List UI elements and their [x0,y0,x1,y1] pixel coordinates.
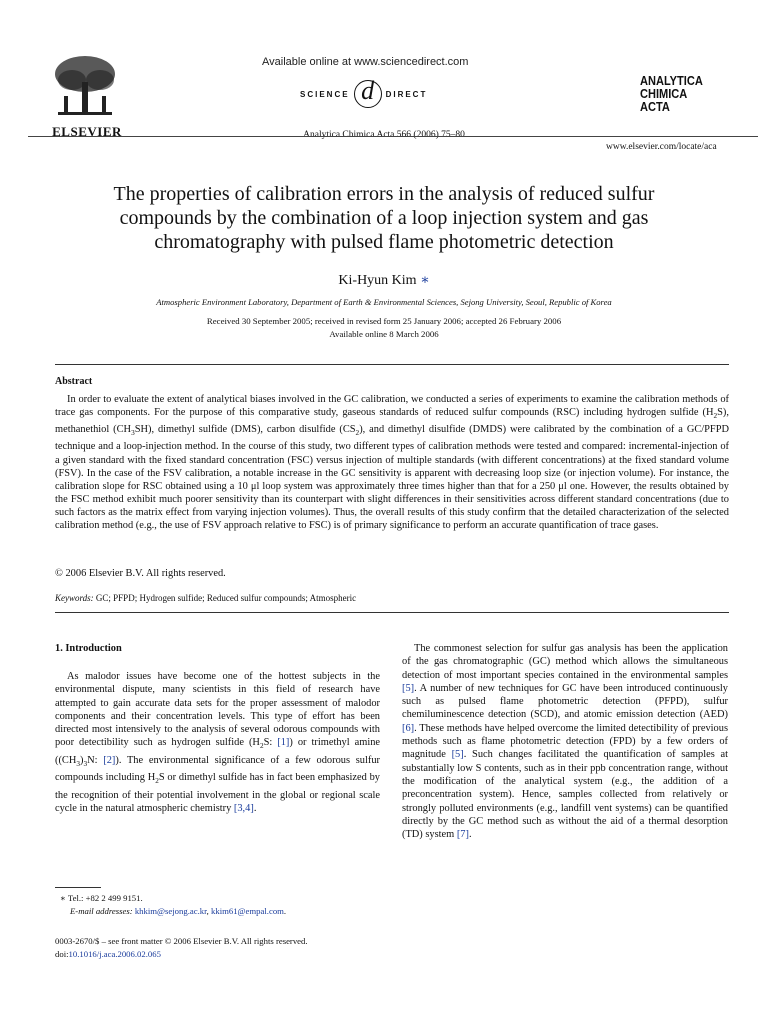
abstract-text: ), and dimethyl disulfide (DMDS) were calibrated by the combination of a GC/PFPD technique and a loop-injection method. In the course of this study, two different types of calibration methods were tested and compared: incremental-injection of a given standard with the fixed standard concentration (FSC) versus injection of multiple standards (with different concentrations) at the fixed standard volume (FSV). In the case of the FSV calibration, a notable increase in the GC sensitivity is apparent with decreasing loop size (or injection volume). For instance, the calibration slope for RSC obtained using a 10 μl loop system was approximately three times higher than that for a 250 μl one. However, the results obtained by the FSC method exhibit much poorer sensitivity than its counterpart with slight differences in their sensitivities across different standard concentrations (due to such factors as the matrix effect from varying injection volumes). Thus, the overall results of this study confirm that the detailed characterization of the selected calibration method (e.g., the use of FSV approach relative to FSC) is of primary significance to perform an accurate quantification of trace gases. [55,424,729,531]
sciencedirect-left: SCIENCE [300,89,350,99]
journal-citation: Analytica Chimica Acta 566 (2006) 75–80 [303,130,465,140]
footnote-email [70,906,286,916]
title-line: The properties of calibration errors in the analysis of reduced sulfur [113,183,655,205]
author-line [0,272,768,289]
title-line: chromatography with pulsed flame photometric detection [154,231,614,253]
column-left [55,670,380,815]
body-text: N: [87,754,104,766]
body-text: . A number of new techniques for GC have been introduced continuously such as pulsed flame photometric detection (PFPD), sulfur chemiluminescence detection (SCD), and atomic emission detection (AED) [402,682,728,721]
body-text: . [253,802,257,814]
author-footnote-mark[interactable]: ∗ [420,273,430,288]
keywords-list: GC; PFPD; Hydrogen sulfide; Reduced sulfur compounds; Atmospheric [95,593,357,603]
reference-link[interactable]: [7] [456,829,469,841]
email-label: E-mail addresses: [70,906,133,916]
doi-label: doi: [55,949,69,959]
title-line: compounds by the combination of a loop injection system and gas [119,207,649,229]
author-name: Ki-Hyun Kim [338,273,417,288]
abstract-heading: Abstract [55,376,93,387]
header-divider [28,136,758,137]
subscript: 3 [83,759,88,768]
reference-link[interactable]: [5] [451,749,464,761]
sciencedirect-d-icon: d [354,80,382,108]
journal-logo-line: ACTA [640,99,670,114]
abstract-text: In order to evaluate the extent of analytical biases involved in the GC calibration, we conducted a series of experiments to examine the calibration methods of trace gas components. For the purpose of this comparative study, gaseous standards of reduced sulfur compounds (RSC) including hydrogen sulfide (H [55,394,729,419]
subscript: 3 [131,429,135,438]
body-text: . These methods have helped overcome the limited detectibility of previous methods such as flame photometric detection (FPD) by a few orders of magnitude [402,722,728,761]
reference-link[interactable]: [2] [103,754,116,766]
journal-url[interactable]: www.elsevier.com/locate/aca [606,142,717,152]
sciencedirect-logo [300,76,428,108]
affiliation: Atmospheric Environment Laboratory, Department of Earth & Environmental Sciences, Sejong University, Seoul, Republic of Korea [156,297,612,307]
available-online-banner: Available online at www.sciencedirect.com [262,56,469,68]
abstract-text: SH), dimethyl sulfide (DMS), carbon disulfide (CS [134,424,356,436]
subscript: 2 [155,777,159,786]
doi-line [55,949,161,959]
separator: , [206,906,212,916]
email-link[interactable]: kkim61@empal.com [211,906,284,916]
separator: . [283,906,287,916]
subscript: 2 [713,412,718,421]
doi-link[interactable]: 10.1016/j.aca.2006.02.065 [68,949,161,959]
body-text: ). The environmental significance of a few odorous sulfur compounds including H [55,754,380,784]
journal-logo-line: ANALYTICA [640,73,703,88]
body-text: The commonest selection for sulfur gas analysis has been the application of the gas chromatographic (GC) method which allows the simultaneous detection of most important species contained in the environmental samples [402,643,728,681]
body-text: . Such changes facilitated the quantification of samples at substantially low S contents, such as in their ppb concentration range, without the modification of the analytical system (e.g., the addition of a preconcentration system). Hence, samples collected from relatively or strongly polluted environments (e.g., landfill vent systems) can be quantified directly by the GC method such as without the aid of a thermal desorption (TD) system [402,749,728,841]
sciencedirect-right: DIRECT [385,89,428,99]
section-heading: 1. Introduction [55,643,122,654]
front-matter: 0003-2670/$ – see front matter © 2006 Elsevier B.V. All rights reserved. [55,936,308,946]
footnote-rule [55,887,101,888]
subscript: 3 [76,759,80,768]
keywords-label: Keywords: [55,593,94,603]
email-link[interactable]: khkim@sejong.ac.kr [134,906,207,916]
body-text: ) or trimethyl amine ((CH [55,737,381,766]
abstract-top-rule [55,364,729,365]
column-right [402,642,728,841]
reference-link[interactable]: [3,4] [233,802,254,814]
publisher-name: ELSEVIER [52,124,122,139]
body-text: . [468,829,472,841]
copyright: © 2006 Elsevier B.V. All rights reserved. [55,568,226,579]
footnote-tel: ∗ Tel.: +82 2 499 9151. [60,893,143,903]
body-text: As malodor issues have become one of the hottest subjects in the environmental dispute, many scientists in this field of research have attempted to gain accurate data sets for the proper assessment of malodor components and their concentration levels. This type of effort has been directed most intensively to the analysis of several odorous compounds with poor detectibility such as hydrogen sulfide (H [55,671,380,749]
abstract-body [55,393,729,532]
available-online-date: Available online 8 March 2006 [329,329,439,339]
keywords [55,593,356,603]
reference-link[interactable]: [1] [277,737,290,749]
subscript: 2 [355,429,360,438]
reference-link[interactable]: [6] [402,722,415,734]
journal-logo [640,74,703,113]
body-text: S: [263,737,278,749]
reference-link[interactable]: [5] [402,682,415,694]
abstract-bottom-rule [55,612,729,613]
body-text: ) [80,754,84,766]
body-text: S or dimethyl sulfide has in fact been emphasized by the recognition of their potential involvement in the global or regional scale cycle in the natural atmospheric chemistry [55,772,381,814]
received-dates: Received 30 September 2005; received in revised form 25 January 2006; accepted 26 February 2006 [206,316,562,326]
journal-logo-line: CHIMICA [640,86,688,101]
article-title [80,182,688,254]
subscript: 2 [259,742,264,751]
abstract-text: S), methanethiol (CH [55,407,729,436]
elsevier-tree-logo [50,52,120,122]
